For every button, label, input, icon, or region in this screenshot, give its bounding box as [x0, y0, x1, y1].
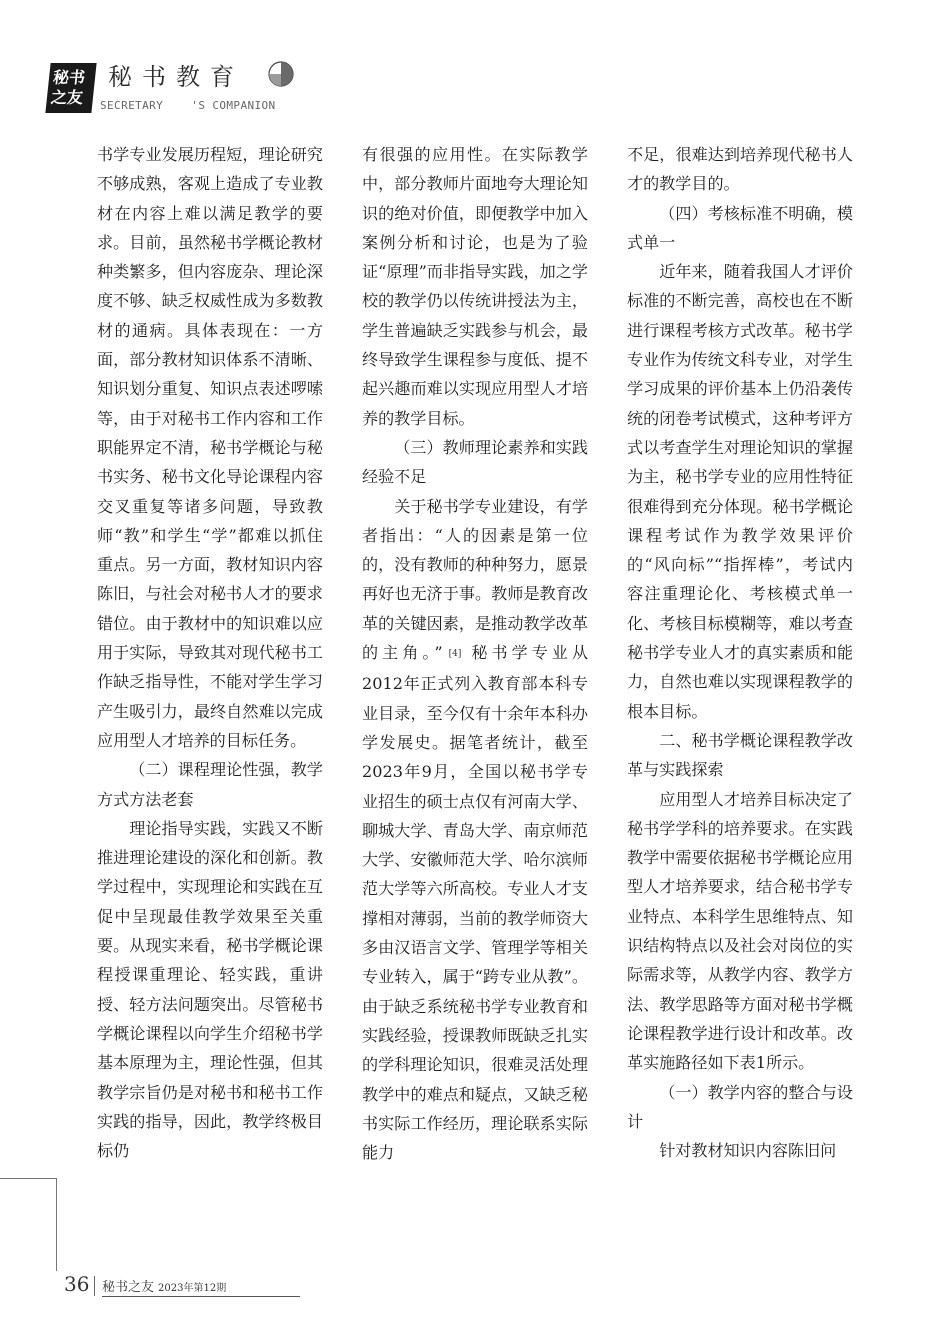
footer-journal — [102, 1276, 226, 1295]
paragraph-text: 近年来，随着我国人才评价标准的不断完善，高校也在不断进行课程考核方式改革。秘书学专业作为传统文科专业，对学生学习成果的评价基本上仍沿袭传统的闭卷考试模式，这种考评方式以考查学生对理论知识的掌握为主，秘书学专业的应用性特征很难得到充分体现。秘书学概论课程考试作为教学效果评价的“风向标”“指挥棒”，考试内容注重理论化、考核模式单一化、考核目标模糊等，难以考查秘书学专业人才的真实素质和能力，自然也难以实现课程教学的根本目标。 — [627, 262, 853, 721]
paragraph-text: 书学专业发展历程短，理论研究不够成熟，客观上造成了专业教材在内容上难以满足教学的要求。目前，虽然秘书学概论教材种类繁多，但内容庞杂、理论深度不够、缺乏权威性成为多数教材的通病。具体表现在：一方面，部分教材知识体系不清晰、知识划分重复、知识点表述啰嗦等，由于对秘书工作内容和工作职能界定不清，秘书学概论与秘书实务、秘书文化导论课程内容交叉重复等诸多问题，导致教师“教”和学生“学”都难以抓住重点。另一方面，教材知识内容陈旧，与社会对秘书人才的要求错位。由于教材中的知识难以应用于实际，导致其对现代秘书工作缺乏指导性，不能对学生学习产生吸引力，最终自然难以完成应用型人才培养的目标任务。 — [97, 145, 323, 750]
section-heading — [362, 433, 588, 492]
paragraph-text-after: 秘书学专业从2012年正式列入教育部本科专业目录，至今仅有十余年本科办学发展史。据笔者统计，截至2023年9月，全国以秘书学专业招生的硕士点仅有河南大学、聊城大学、青岛大学、南京师范大学、安徽师范大学、哈尔滨师范大学等六所高校。专业人才支撑相对薄弱，当前的教学师资大多由汉语言文学、管理学等相关专业转入，属于“跨专业从教”。由于缺乏系统秘书学专业教育和实践经验，授课教师既缺乏扎实的学科理论知识，很难灵活处理教学中的难点和疑点，又缺乏秘书实际工作经历，理论联系实际能力 — [362, 643, 588, 1163]
text-column-3 — [627, 140, 853, 1165]
section-heading — [627, 1078, 853, 1137]
section-heading — [627, 199, 853, 258]
paragraph-continued — [97, 140, 323, 755]
paragraph — [362, 492, 588, 1168]
paragraph-text: （四）考核标准不明确，模式单一 — [627, 203, 853, 252]
side-bracket-decoration — [0, 1178, 57, 1271]
section-subtitle: SECRETARY 'S COMPANION — [100, 99, 276, 112]
logo-line-1: 秘书 — [52, 68, 87, 87]
paragraph-text: 针对教材知识内容陈旧问 — [659, 1141, 837, 1161]
journal-name: 秘书之友 — [102, 1280, 155, 1295]
paragraph — [97, 814, 323, 1166]
paragraph-text: （三）教师理论素养和实践经验不足 — [362, 437, 588, 487]
paragraph — [627, 1136, 853, 1165]
paragraph-text: 不足，很难达到培养现代秘书人才的教学目的。 — [627, 145, 853, 194]
paragraph-text: （二）课程理论性强，教学方式方法老套 — [97, 760, 323, 809]
paragraph-text: 关于秘书学专业建设，有学者指出：“人的因素是第一位的，没有教师的种种努力，愿景再好也无济于事。教师是教育改革的关键因素，是推动教学改革的主角。” — [362, 496, 588, 663]
footer-divider — [94, 1276, 95, 1296]
paragraph — [627, 785, 853, 1078]
paragraph-text: （一）教学内容的整合与设计 — [627, 1082, 853, 1131]
text-column-1 — [97, 140, 323, 1165]
paragraph-text: 理论指导实践，实践又不断推进理论建设的深化和创新。教学过程中，实现理论和实践在互促中呈现最佳教学效果至关重要。从现实来看，秘书学概论课程授课重理论、轻实践，重讲授、轻方法问题突出。尽管秘书学概论课程以向学生介绍秘书学基本原理为主，理论性强，但其教学宗旨仍是对秘书和秘书工作实践的指导，因此，教学终极目标仍 — [97, 818, 323, 1161]
issue-label: 2023年第12期 — [158, 1283, 227, 1294]
citation-marker: [4] — [448, 649, 462, 660]
text-column-2 — [362, 140, 588, 1167]
journal-logo — [45, 63, 96, 113]
page-number: 36 — [64, 1272, 90, 1296]
paragraph-continued — [362, 140, 588, 433]
section-title: 秘书教育 — [108, 63, 244, 91]
paragraph-continued — [627, 140, 853, 199]
section-heading — [627, 726, 853, 785]
paragraph — [627, 257, 853, 726]
footer-underline — [102, 1296, 300, 1297]
paragraph-text: 二、秘书学概论课程教学改革与实践探索 — [627, 730, 853, 780]
paragraph-text: 有很强的应用性。在实际教学中，部分教师片面地夸大理论知识的绝对价值，即便教学中加入案例分析和讨论，也是为了验证“原理”而非指导实践，加之学校的教学仍以传统讲授法为主，学生普遍缺乏实践参与机会，最终导致学生课程参与度低、提不起兴趣而难以实现应用型人才培养的教学目标。 — [362, 145, 588, 428]
section-heading — [97, 755, 323, 814]
paragraph-text: 应用型人才培养目标决定了秘书学学科的培养要求。在实践教学中需要依据秘书学概论应用型人才培养要求，结合秘书学专业特点、本科学生思维特点、知识结构特点以及社会对岗位的实际需求等，从教学内容、教学方法、教学思路等方面对秘书学概论课程教学进行设计和改革。改革实施路径如下表1所示。 — [627, 789, 853, 1073]
journal-header — [48, 55, 368, 125]
logo-line-2: 之友 — [50, 88, 85, 107]
half-circle-icon — [268, 61, 294, 87]
